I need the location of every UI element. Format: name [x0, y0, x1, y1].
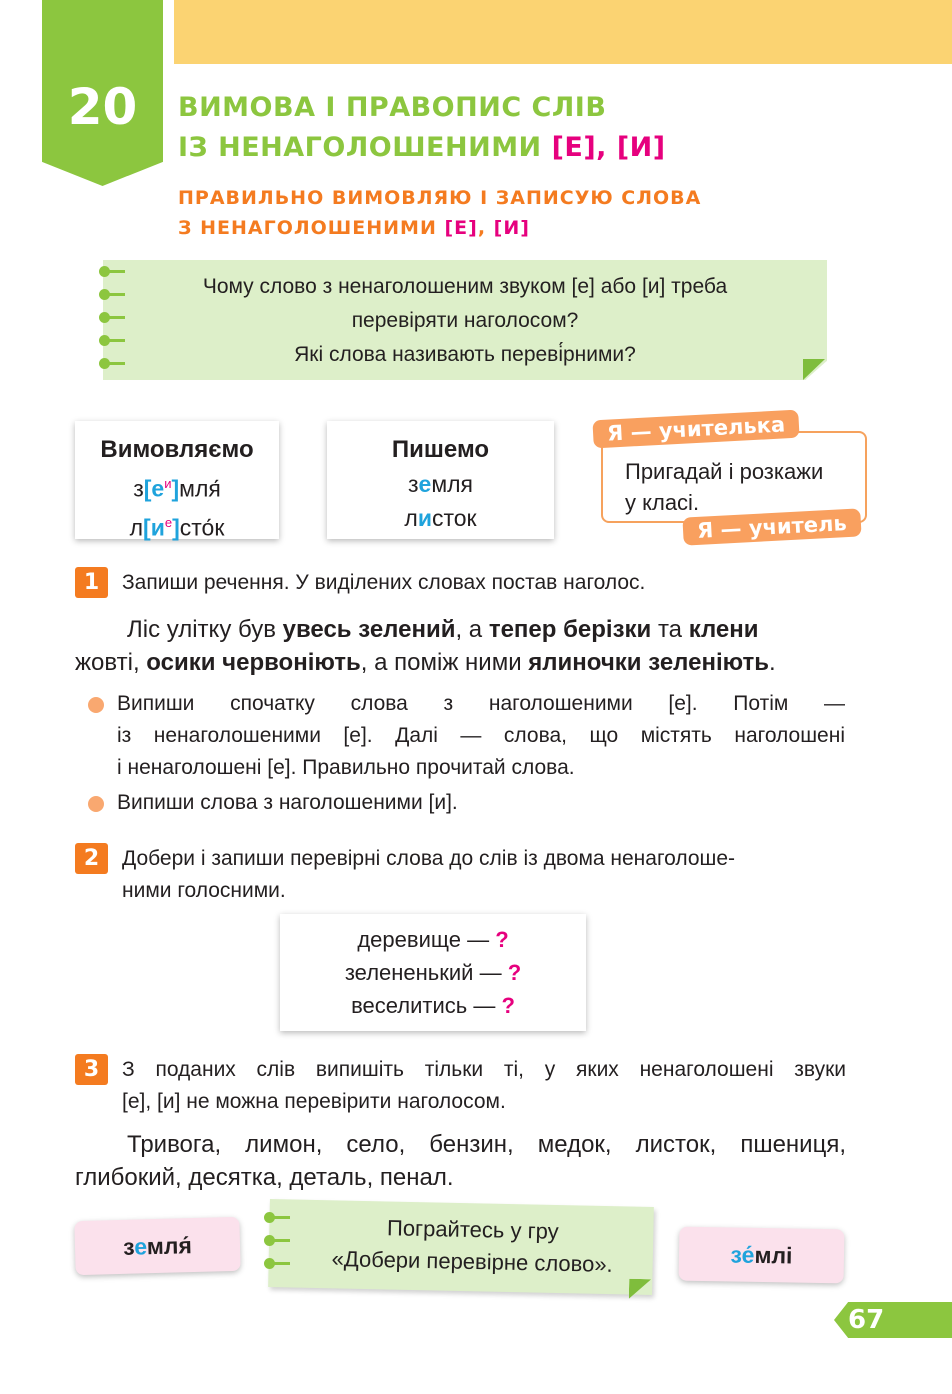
task-1-sentence-line-1: Ліс улітку був увесь зелений, а тепер берізки та клени	[127, 616, 759, 643]
lesson-subtitle	[178, 183, 701, 243]
lesson-title	[178, 88, 666, 168]
task-2-word-1: деревище — ?	[357, 927, 509, 952]
header-band	[174, 0, 952, 64]
question-text: Чому слово з ненаголошеним звуком [е] або [и] треба перевіряти наголосом? Які слова називають переві́рними?	[202, 275, 728, 366]
task-2-word-card	[280, 914, 586, 1031]
game-text: Пограйтесь у гру «Добери перевірне слово».	[331, 1215, 613, 1277]
pronounce-word-2: $л[и^е]сто́к$	[129, 514, 225, 541]
game-bullets	[262, 1206, 294, 1275]
teacher-text: Пригадай і розкажи у класі.	[625, 459, 824, 515]
task-2-number: 2	[75, 843, 108, 874]
bullet-icon	[88, 796, 104, 812]
task-1-instruction: Запиши речення. У виділених словах постав наголос.	[122, 571, 646, 594]
note-bullet-icon	[262, 1206, 294, 1229]
write-card	[327, 421, 554, 539]
write-word-2: листок	[404, 505, 477, 531]
pronounce-heading: Вимовляємо	[100, 436, 254, 463]
note-bullet-icon	[262, 1252, 294, 1275]
lesson-number: 20	[67, 78, 138, 136]
task-3-words: Тривога, лимон, село, бензин, медок, листок, пшениця, глибокий, десятка, деталь, пенал.	[75, 1131, 846, 1191]
write-heading: Пишемо	[391, 436, 490, 463]
game-card-left: земля́	[74, 1217, 240, 1275]
task-2-word-2: зелененький — ?	[344, 960, 522, 985]
task-1-bullet-2: Випиши слова з наголошеними [и].	[117, 791, 458, 814]
task-2-word-3: веселитись — ?	[351, 993, 515, 1018]
tag-teacher-female: Я — учителька	[592, 410, 799, 449]
write-word-1: земля	[407, 471, 474, 497]
task-1-bullet-1: Випиши спочатку слова з наголошеними [е]. Потім — із ненаголошеними [е]. Далі — слова, що містять наголошені і ненаголошені [е]. Правильно прочитай слова.	[117, 692, 845, 779]
task-3-instruction: З поданих слів випишіть тільки ті, у яких ненаголошені звуки [е], [и] не можна перевірити наголосом.	[122, 1058, 846, 1113]
task-2-instruction: Добери і запиши перевірні слова до слів із двома ненаголоше- ними голосними.	[122, 847, 736, 902]
page-number: 67	[848, 1305, 885, 1335]
title-line-1: ВИМОВА І ПРАВОПИС СЛІВ	[178, 92, 607, 123]
tag-teacher-male: Я — учитель	[682, 508, 861, 545]
game-card-right: зе́млі	[679, 1227, 845, 1284]
bullet-icon	[88, 697, 104, 713]
task-1-number: 1	[75, 567, 108, 598]
subtitle-line-2: З НЕНАГОЛОШЕНИМИ [Е], [И]	[178, 217, 530, 239]
note-bullet-icon	[262, 1229, 294, 1252]
title-marks: [Е], [И]	[551, 132, 666, 163]
pronounce-word-1: $з[е^и]мля́$	[133, 475, 221, 502]
pronounce-card	[75, 421, 279, 539]
title-line-2: ІЗ НЕНАГОЛОШЕНИМИ [Е], [И]	[178, 132, 666, 163]
task-1-sentence-line-2: жовті, осики червоніють, а поміж ними ялиночки зеленіють.	[75, 649, 776, 676]
subtitle-line-1: ПРАВИЛЬНО ВИМОВЛЯЮ І ЗАПИСУЮ СЛОВА	[178, 187, 702, 209]
task-3-number: 3	[75, 1054, 108, 1085]
